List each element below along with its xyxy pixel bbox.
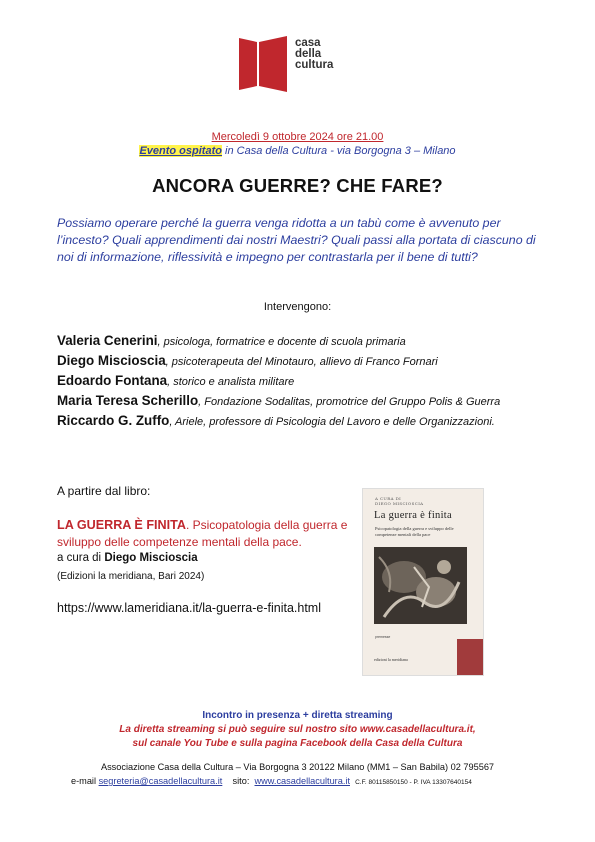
logo-wordmark	[295, 38, 333, 71]
speaker-name: Diego Miscioscia	[57, 353, 166, 368]
book-link[interactable]: https://www.lameridiana.it/la-guerra-e-finita.html	[57, 601, 321, 615]
email-label: e-mail	[71, 776, 99, 786]
email-link[interactable]: segreteria@casadellacultura.it	[98, 776, 223, 786]
cover-subtitle: Psicopatologia della guerra e sviluppo delle competenze mentali della pace	[375, 526, 454, 537]
site-label: sito:	[232, 776, 250, 786]
speaker-desc: , psicologa, formatrice e docente di scuola primaria	[157, 336, 406, 348]
speaker-row	[57, 393, 547, 410]
streaming-heading: Incontro in presenza + diretta streaming	[202, 710, 393, 721]
event-intro: Possiamo operare perché la guerra venga ridotta a un tabù come è avvenuto per l’incesto? Quali apprendimenti dai nostri Maestri? Quali passi alla portata di ciascuno di noi di informazione, riflessività e impegno per contrastarla per il bene di tutti?	[57, 216, 536, 264]
cover-publisher: edizioni la meridiana	[374, 657, 408, 662]
speaker-name: Riccardo G. Zuffo	[57, 413, 170, 428]
speaker-row	[57, 373, 547, 390]
event-hosted	[0, 145, 595, 157]
event-title: ANCORA GUERRE? CHE FARE?	[152, 175, 443, 196]
book-curator	[57, 552, 198, 564]
speaker-name: Valeria Cenerini	[57, 333, 158, 348]
book-cover	[362, 488, 484, 676]
event-date: Mercoledì 9 ottobre 2024 ore 21.00	[211, 131, 384, 143]
cover-title: La guerra è finita	[374, 510, 452, 521]
speaker-name: Maria Teresa Scherillo	[57, 393, 199, 408]
curator-prefix: a cura di	[57, 552, 105, 564]
speakers-list	[57, 333, 547, 433]
cover-engraving-image	[374, 547, 467, 624]
cover-collection: premesse	[375, 635, 391, 639]
speaker-desc: , storico e analista militare	[167, 376, 295, 388]
speaker-desc: , Ariele, professore di Psicologia del Lavoro e delle Organizzazioni.	[169, 416, 495, 428]
hosted-highlight: Evento ospitato	[139, 145, 222, 157]
a-partire-label: A partire dal libro:	[57, 484, 151, 498]
speaker-desc: , Fondazione Sodalitas, promotrice del Gruppo Polis & Guerra	[198, 396, 501, 408]
cover-a-cura-di: A CURA DI	[375, 496, 402, 501]
speaker-row	[57, 353, 547, 370]
footer-contacts	[71, 776, 472, 786]
speaker-row	[57, 333, 547, 350]
book-title: LA GUERRA È FINITA	[57, 518, 186, 532]
book-subtitle: . Psicopatologia della guerra e sviluppo delle competenze mentali della pace.	[57, 518, 348, 549]
fiscal-info: C.F. 80115850150 - P. IVA 13307640154	[355, 779, 472, 786]
speaker-name: Edoardo Fontana	[57, 373, 168, 388]
intervengono-label: Intervengono:	[263, 301, 332, 313]
logo-line-1: casa	[295, 37, 321, 49]
streaming-line-1: La diretta streaming si può seguire sul nostro sito www.casadellacultura.it,	[119, 724, 476, 735]
footer-address: Associazione Casa della Cultura – Via Borgogna 3 20122 Milano (MM1 – San Babila) 02 795567	[100, 762, 495, 772]
streaming-line-2: sul canale You Tube e sulla pagina Facebook della Casa della Cultura	[132, 738, 463, 749]
site-link[interactable]: www.casadellacultura.it	[254, 776, 350, 786]
hosted-location: in Casa della Cultura - via Borgogna 3 – Milano	[221, 145, 456, 157]
speaker-row	[57, 413, 547, 430]
book-edition: (Edizioni la meridiana, Bari 2024)	[57, 571, 205, 582]
cover-author-block	[375, 496, 423, 506]
speaker-desc: , psicoterapeuta del Minotauro, allievo di Franco Fornari	[165, 356, 438, 368]
cover-accent-bar	[457, 639, 483, 675]
curator-name: Diego Miscioscia	[104, 552, 198, 564]
logo-line-3: cultura	[295, 59, 334, 71]
logo-line-2: della	[295, 48, 322, 60]
book-title-block	[57, 517, 367, 551]
cover-author: DIEGO MISCIOSCIA	[375, 501, 424, 506]
